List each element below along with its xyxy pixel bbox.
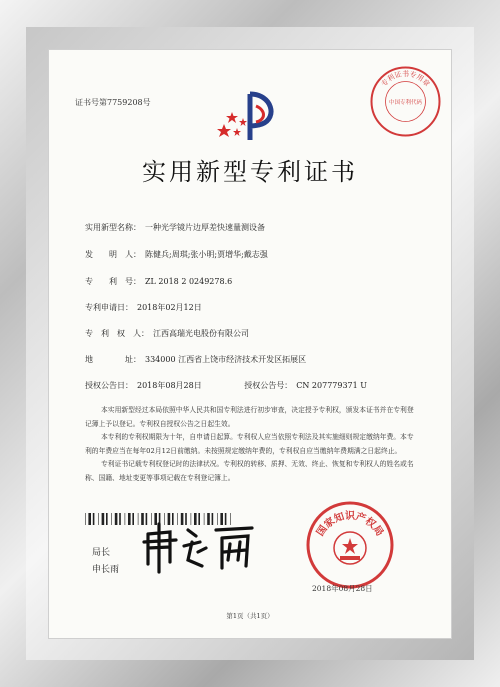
field-row-address: [85, 354, 306, 365]
grant-date-label: 授权公告日：: [85, 381, 133, 390]
field-label: 专 利 权 人：: [85, 329, 149, 338]
field-row-patent-no: [85, 276, 232, 287]
field-label: 发 明 人：: [85, 250, 141, 259]
patent-office-logo-icon: [210, 88, 290, 146]
grant-pub-label: 授权公告号：: [244, 381, 293, 390]
certificate-title: 实用新型专利证书: [142, 158, 358, 186]
director-title: 局长: [92, 548, 111, 558]
field-value: 江西高瑞光电股份有限公司: [153, 329, 249, 338]
top-right-seal-icon: [368, 64, 443, 139]
seal-top-inner-text: 中国专利代码: [388, 100, 423, 106]
field-row-filing-date: [85, 302, 202, 313]
field-row-inventors: [85, 249, 268, 260]
page-number: 第1页（共1页）: [226, 612, 274, 620]
field-value: 陈健兵;周琪;张小明;贾增华;戴志强: [145, 250, 268, 259]
seal-date: 2018年08月28日: [312, 584, 373, 593]
body-paragraph: 本专利的专利权期限为十年，自申请日起算。专利权人应当依照专利法及其实施细则规定缴纳年费。本专利的年费应当在每年02月12日前缴纳。未按照规定缴纳年费的，专利权自应当缴纳年费期满之日起终止。: [85, 433, 414, 455]
seal-top-text: 专利证书专用章: [379, 70, 432, 89]
field-value: 334000 江西省上饶市经济技术开发区拓展区: [145, 355, 307, 364]
field-value: 一种光学镜片边厚差快速量测设备: [145, 223, 265, 232]
field-row-grant: [85, 380, 367, 391]
logo-stars: [217, 112, 247, 137]
body-paragraph: 本实用新型经过本局依照中华人民共和国专利法进行初步审查，决定授予专利权，颁发本证书并在专利登记簿上予以登记。专利权自授权公告之日起生效。: [85, 406, 414, 428]
director-name: 申长雨: [92, 565, 120, 575]
field-row-name: [85, 222, 265, 233]
grant-date-value: 2018年08月28日: [137, 381, 202, 390]
field-row-patentee: [85, 328, 249, 339]
national-emblem-icon: [334, 532, 366, 564]
field-label: 专 利 号：: [85, 277, 141, 286]
grant-pub-value: CN 207779371 U: [296, 381, 368, 390]
director-signature-icon: [140, 520, 260, 575]
official-seal-text: 国家知识产权局: [315, 511, 385, 539]
certificate-number: 证书号第7759208号: [75, 98, 151, 107]
body-paragraph: 专利证书记载专利权登记时的法律状况。专利权的转移、质押、无效、终止、恢复和专利权人的姓名或名称、国籍、地址变更等事项记载在专利登记簿上。: [85, 460, 414, 482]
field-value: ZL 2018 2 0249278.6: [145, 277, 233, 286]
certificate-body: [85, 404, 415, 485]
official-seal-icon: [305, 500, 395, 590]
field-label: 地 址：: [85, 355, 141, 364]
field-label: 专利申请日：: [85, 303, 133, 312]
field-label: 实用新型名称：: [85, 223, 141, 232]
field-value: 2018年02月12日: [137, 303, 202, 312]
